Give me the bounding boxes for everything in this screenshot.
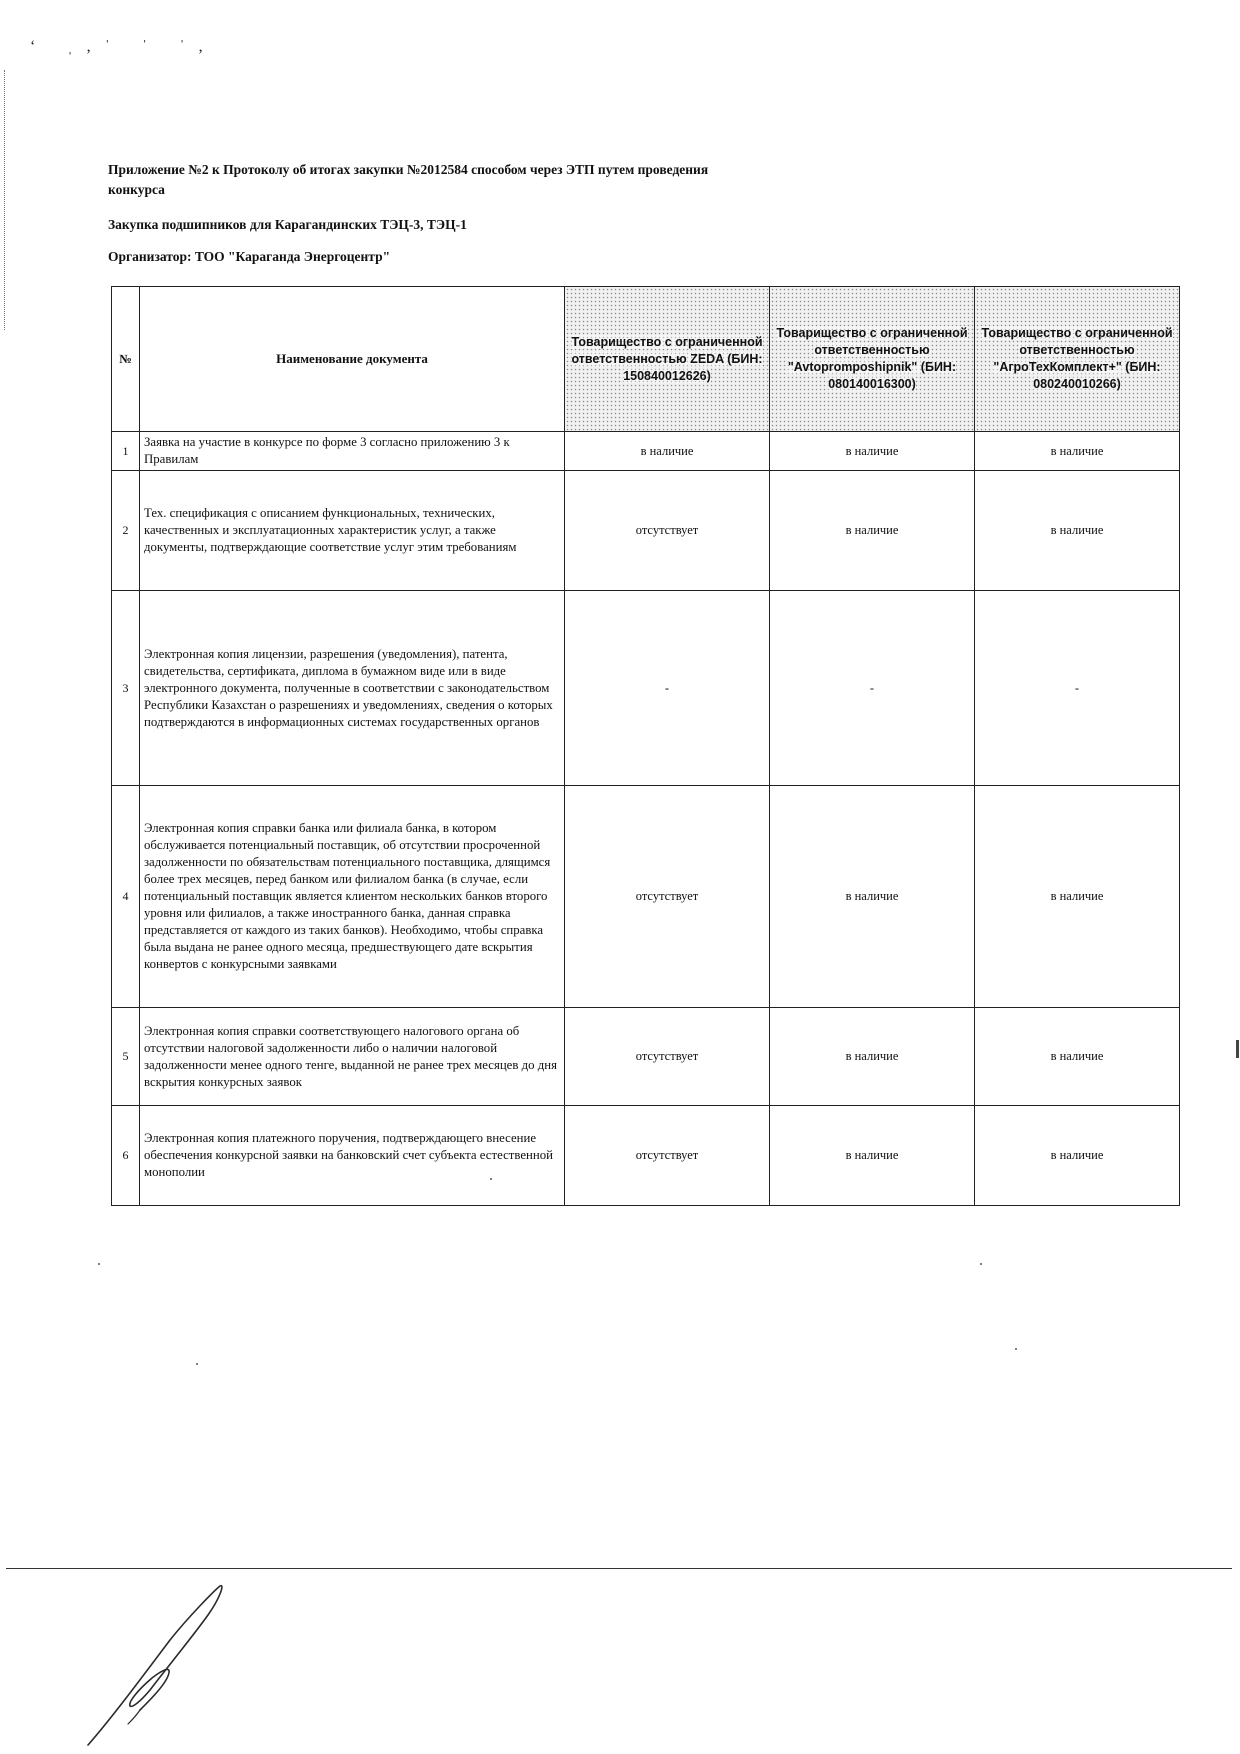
supplier-3-status: в наличие — [975, 432, 1180, 471]
supplier-1-status: отсутствует — [565, 1008, 770, 1106]
row-number: 4 — [112, 786, 140, 1008]
supplier-3-status: в наличие — [975, 1008, 1180, 1106]
table-row — [112, 591, 1180, 786]
document-name: Тех. спецификация с описанием функциональных, технических, качественных и эксплуатационных характеристик услуг, а также документы, подтверждающие соответствие услуг этим требованиям — [140, 471, 565, 591]
table-row — [112, 432, 1180, 471]
supplier-2-status: в наличие — [770, 786, 975, 1008]
organizer-line: Организатор: ТОО "Караганда Энергоцентр" — [108, 249, 391, 264]
supplier-2-status: в наличие — [770, 432, 975, 471]
scan-edge-dots — [4, 70, 7, 330]
column-header-supplier-1: Товарищество с ограниченной ответственностью ZEDA (БИН: 150840012626) — [565, 287, 770, 432]
column-header-number: № — [112, 287, 140, 432]
documents-table — [111, 286, 1180, 1206]
row-number: 1 — [112, 432, 140, 471]
scan-speck — [196, 1363, 198, 1365]
table-row — [112, 471, 1180, 591]
column-header-supplier-3: Товарищество с ограниченной ответственностью "АгроТехКомплект+" (БИН: 080240010266) — [975, 287, 1180, 432]
table-row — [112, 1008, 1180, 1106]
scan-speck — [490, 1178, 492, 1180]
column-header-supplier-2: Товарищество с ограниченной ответственностью "Avtopromposhipnik" (БИН: 080140016300) — [770, 287, 975, 432]
header-line-1: Приложение №2 к Протоколу об итогах закупки №2012584 способом через ЭТП путем проведения — [108, 162, 709, 177]
supplier-2-status: в наличие — [770, 471, 975, 591]
supplier-3-status: - — [975, 591, 1180, 786]
document-header — [108, 160, 808, 200]
supplier-2-status: - — [770, 591, 975, 786]
supplier-1-status: отсутствует — [565, 471, 770, 591]
scan-speck — [98, 1263, 100, 1265]
document-name: Электронная копия платежного поручения, подтверждающего внесение обеспечения конкурсной заявки на банковский счет субъекта естественной монополии — [140, 1106, 565, 1206]
header-line-2: конкурса — [108, 182, 165, 197]
signature-icon — [80, 1580, 240, 1750]
column-header-document: Наименование документа — [140, 287, 565, 432]
scan-speck — [1015, 1348, 1017, 1350]
scan-speck — [980, 1263, 982, 1265]
document-name: Электронная копия справки банка или филиала банка, в котором обслуживается потенциальный поставщик, об отсутствии просроченной задолженности по обязательствам потенциального поставщика, длящимся более трех месяцев, перед банком или филиалом банка (в случае, если потенциальный поставщик является клиентом нескольких банков второго уровня или филиалов, а также иностранного банка, данная справка представляется от каждого из таких банков). Необходимо, чтобы справка была выдана не ранее одного месяца, предшествующего дате вскрытия конвертов с конкурсными заявками — [140, 786, 565, 1008]
scan-edge-mark — [1236, 1040, 1239, 1058]
supplier-2-status: в наличие — [770, 1008, 975, 1106]
footer-rule — [6, 1568, 1232, 1569]
supplier-1-status: - — [565, 591, 770, 786]
supplier-3-status: в наличие — [975, 471, 1180, 591]
supplier-1-status: отсутствует — [565, 786, 770, 1008]
row-number: 5 — [112, 1008, 140, 1106]
procurement-subject: Закупка подшипников для Карагандинских ТЭЦ-3, ТЭЦ-1 — [108, 217, 467, 232]
document-name: Заявка на участие в конкурсе по форме 3 согласно приложению 3 к Правилам — [140, 432, 565, 471]
supplier-3-status: в наличие — [975, 1106, 1180, 1206]
row-number: 2 — [112, 471, 140, 591]
scan-marks: ‘ ˌ,ˈ ˈ ˈ, — [30, 38, 217, 55]
document-name: Электронная копия справки соответствующего налогового органа об отсутствии налоговой задолженности либо о наличии налоговой задолженности менее одного тенге, выданной не ранее трех месяцев до дня вскрытия конкурсных заявок — [140, 1008, 565, 1106]
supplier-1-status: в наличие — [565, 432, 770, 471]
table-row — [112, 1106, 1180, 1206]
supplier-1-status: отсутствует — [565, 1106, 770, 1206]
document-name: Электронная копия лицензии, разрешения (уведомления), патента, свидетельства, сертификата, диплома в бумажном виде или в виде электронного документа, полученные в соответствии с законодательством Республики Казахстан о разрешениях и уведомлениях, сведения о которых подтверждаются в информационных системах государственных органов — [140, 591, 565, 786]
table-header-row — [112, 287, 1180, 432]
supplier-3-status: в наличие — [975, 786, 1180, 1008]
row-number: 6 — [112, 1106, 140, 1206]
row-number: 3 — [112, 591, 140, 786]
supplier-2-status: в наличие — [770, 1106, 975, 1206]
table-row — [112, 786, 1180, 1008]
